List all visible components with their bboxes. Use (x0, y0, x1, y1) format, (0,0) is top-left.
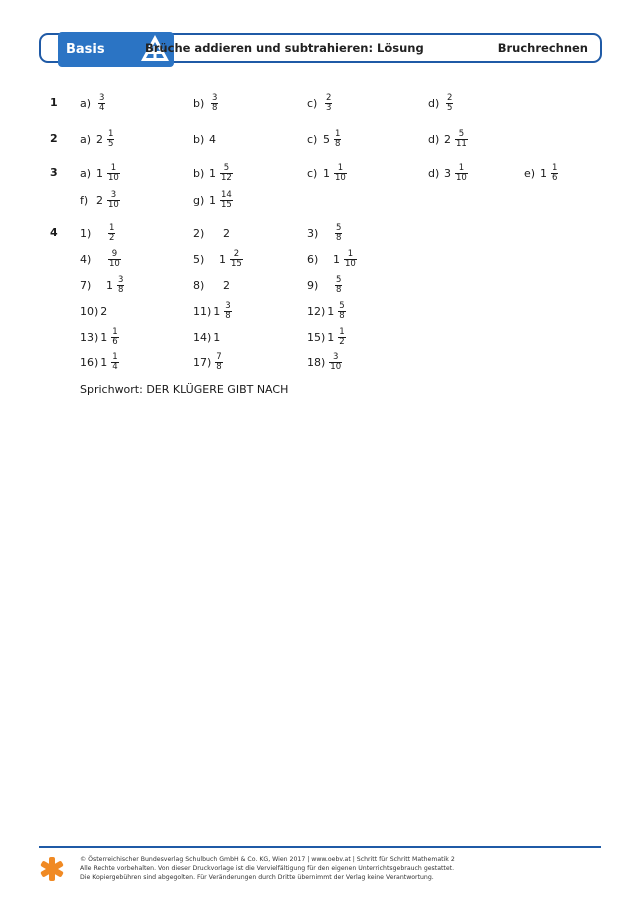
answer-label: 10) (80, 304, 99, 318)
fraction-numerator: 3 (212, 92, 218, 103)
answer-item (307, 92, 332, 114)
answer-fraction (334, 164, 347, 183)
answer-fraction (344, 250, 357, 269)
answer-label: 11) (193, 304, 212, 318)
answer-fraction (329, 353, 342, 372)
answer-item (428, 162, 468, 184)
answer-item (80, 326, 119, 348)
answer-item (193, 128, 218, 150)
fraction-numerator: 2 (233, 248, 240, 259)
fraction-denominator: 8 (216, 361, 222, 372)
answer-whole-number: 1 (333, 252, 340, 266)
answer-label: 7) (80, 278, 92, 292)
answer-item (524, 162, 558, 184)
answer-fraction (108, 224, 115, 243)
copyright-line-3: Die Kopiergebühren sind abgegolten. Für Veränderungen durch Dritte übernimmt der Verlag keine Verantwortung. (80, 874, 434, 881)
level-badge-label: Basis (66, 42, 105, 57)
answer-item (428, 128, 468, 150)
answer-label: d) (428, 96, 440, 110)
fraction-numerator: 1 (108, 128, 114, 139)
fraction-numerator: 1 (110, 162, 117, 173)
proverb-text: Sprichwort: DER KLÜGERE GIBT NACH (80, 383, 289, 396)
answer-whole-number: 1 (327, 330, 335, 344)
answer-label: 6) (307, 252, 319, 266)
answer-fraction (335, 276, 342, 295)
answer-label: 15) (307, 330, 326, 344)
answer-fraction (224, 302, 231, 321)
answer-fraction (335, 224, 342, 243)
answer-label: 1) (80, 226, 92, 240)
fraction-denominator: 5 (108, 138, 114, 149)
answer-whole-number: 1 (540, 166, 547, 180)
answer-label: 13) (80, 330, 99, 344)
answer-label: 2) (193, 226, 205, 240)
answer-fraction (108, 250, 121, 269)
fraction-denominator: 8 (118, 284, 124, 295)
answer-item (307, 162, 347, 184)
answer-label: e) (524, 166, 536, 180)
answer-label: d) (428, 132, 440, 146)
fraction-numerator: 3 (110, 189, 117, 200)
answer-item (307, 222, 342, 244)
fraction-numerator: 5 (458, 128, 465, 139)
answer-item (193, 300, 232, 322)
answer-label: 18) (307, 355, 326, 369)
answer-whole-number: 4 (209, 132, 216, 146)
fraction-numerator: 2 (326, 92, 332, 103)
answer-fraction (107, 164, 120, 183)
fraction-denominator: 10 (109, 258, 120, 269)
task-number: 1 (50, 96, 58, 109)
answer-whole-number: 1 (323, 166, 330, 180)
fraction-denominator: 10 (108, 172, 119, 183)
answer-fraction (117, 276, 124, 295)
answer-label: g) (193, 193, 205, 207)
answer-label: 9) (307, 278, 319, 292)
answer-item (428, 92, 453, 114)
fraction-numerator: 1 (337, 162, 344, 173)
fraction-numerator: 1 (552, 162, 558, 173)
answer-label: b) (193, 132, 205, 146)
fraction-numerator: 3 (99, 92, 105, 103)
answer-fraction (107, 191, 120, 210)
answer-label: 12) (307, 304, 326, 318)
answer-item (307, 351, 342, 373)
answer-label: b) (193, 166, 205, 180)
fraction-denominator: 12 (221, 172, 232, 183)
answer-item (80, 162, 120, 184)
answer-fraction (220, 191, 233, 210)
fraction-denominator: 10 (335, 172, 346, 183)
copyright-line-1: © Österreichischer Bundesverlag Schulbuch GmbH & Co. KG, Wien 2017 | www.oebv.at | Schritt für Schritt Mathematik 2 (80, 856, 455, 863)
answer-label: c) (307, 166, 318, 180)
answer-label: 4) (80, 252, 92, 266)
answer-fraction (111, 328, 118, 347)
answer-item (307, 326, 346, 348)
fraction-numerator: 9 (111, 248, 118, 259)
answer-fraction (325, 94, 332, 113)
answer-item (80, 248, 121, 270)
fraction-denominator: 8 (212, 102, 218, 113)
answer-fraction (338, 328, 345, 347)
fraction-numerator: 1 (109, 222, 115, 233)
answer-label: 3) (307, 226, 319, 240)
fraction-denominator: 8 (336, 284, 342, 295)
answer-item (80, 222, 115, 244)
answer-fraction (338, 302, 345, 321)
fraction-denominator: 4 (99, 102, 105, 113)
fraction-denominator: 8 (225, 310, 231, 321)
fraction-numerator: 1 (112, 351, 118, 362)
answer-item (193, 248, 243, 270)
answer-item (80, 92, 105, 114)
fraction-denominator: 15 (221, 199, 232, 210)
answer-label: 17) (193, 355, 212, 369)
fraction-denominator: 10 (345, 258, 356, 269)
fraction-numerator: 7 (216, 351, 222, 362)
answer-item (80, 351, 119, 373)
answer-item (307, 300, 346, 322)
answer-fraction (446, 94, 453, 113)
answer-whole-number: 2 (96, 132, 103, 146)
answer-fraction (230, 250, 243, 269)
fraction-numerator: 14 (221, 189, 232, 200)
oebv-star-icon (39, 856, 65, 882)
fraction-numerator: 5 (223, 162, 230, 173)
answer-label: 5) (193, 252, 205, 266)
fraction-denominator: 8 (335, 138, 341, 149)
task-number: 3 (50, 166, 58, 179)
answer-fraction (551, 164, 558, 183)
fraction-denominator: 2 (109, 232, 115, 243)
answer-fraction (111, 353, 118, 372)
fraction-denominator: 8 (336, 232, 342, 243)
answer-item (193, 162, 233, 184)
fraction-denominator: 10 (330, 361, 342, 372)
answer-whole-number: 1 (100, 330, 108, 344)
answer-whole-number: 1 (213, 304, 221, 318)
fraction-numerator: 5 (336, 274, 342, 285)
answer-label: 14) (193, 330, 212, 344)
fraction-numerator: 2 (447, 92, 453, 103)
fraction-numerator: 5 (336, 222, 342, 233)
answer-whole-number: 2 (100, 304, 108, 318)
fraction-numerator: 1 (458, 162, 465, 173)
fraction-denominator: 15 (231, 258, 242, 269)
fraction-numerator: 3 (225, 300, 231, 311)
answer-whole-number: 1 (96, 166, 103, 180)
answer-whole-number: 1 (327, 304, 335, 318)
answer-label: b) (193, 96, 205, 110)
answer-item (193, 222, 232, 244)
footer-divider (39, 846, 601, 848)
answer-whole-number: 5 (323, 132, 330, 146)
answer-label: a) (80, 166, 92, 180)
answer-item (307, 128, 341, 150)
answer-fraction (98, 94, 105, 113)
answer-whole-number: 1 (209, 166, 216, 180)
answer-whole-number: 1 (106, 278, 113, 292)
answer-label: f) (80, 193, 89, 207)
answer-fraction (455, 130, 468, 149)
answer-whole-number: 1 (213, 330, 221, 344)
answer-label: a) (80, 96, 92, 110)
fraction-denominator: 5 (447, 102, 453, 113)
fraction-denominator: 10 (108, 199, 119, 210)
fraction-numerator: 1 (112, 326, 118, 337)
answer-item (193, 326, 222, 348)
task-number: 4 (50, 226, 58, 239)
answer-item (80, 274, 124, 296)
fraction-denominator: 4 (112, 361, 118, 372)
answer-item (80, 189, 120, 211)
fraction-numerator: 1 (347, 248, 354, 259)
answer-item (307, 248, 357, 270)
fraction-numerator: 3 (333, 351, 339, 362)
answer-label: c) (307, 96, 318, 110)
fraction-denominator: 11 (456, 138, 467, 149)
answer-whole-number: 2 (96, 193, 103, 207)
fraction-denominator: 10 (456, 172, 467, 183)
answer-item (307, 274, 342, 296)
copyright-notice (80, 855, 455, 882)
answer-item (80, 128, 114, 150)
answer-whole-number: 2 (444, 132, 451, 146)
answer-whole-number: 2 (223, 226, 230, 240)
answer-label: c) (307, 132, 318, 146)
page-title: Brüche addieren und subtrahieren: Lösung (145, 41, 424, 55)
answer-label: 16) (80, 355, 99, 369)
answer-item (193, 189, 233, 211)
answer-item (193, 92, 218, 114)
answer-item (193, 351, 223, 373)
answer-whole-number: 1 (209, 193, 216, 207)
fraction-denominator: 2 (339, 336, 345, 347)
fraction-denominator: 8 (339, 310, 345, 321)
answer-fraction (220, 164, 233, 183)
answer-fraction (334, 130, 341, 149)
copyright-line-2: Alle Rechte vorbehalten. Von dieser Druckvorlage ist die Vervielfältigung für den eigenen Unterrichtsgebrauch gestattet. (80, 865, 455, 872)
fraction-numerator: 3 (118, 274, 124, 285)
answer-fraction (455, 164, 468, 183)
answer-whole-number: 2 (223, 278, 230, 292)
answer-whole-number: 3 (444, 166, 451, 180)
answer-whole-number: 1 (100, 355, 108, 369)
answer-item (193, 274, 232, 296)
topic-label: Bruchrechnen (497, 41, 588, 55)
fraction-denominator: 6 (112, 336, 118, 347)
task-number: 2 (50, 132, 58, 145)
answer-fraction (107, 130, 114, 149)
fraction-numerator: 1 (335, 128, 341, 139)
answer-label: d) (428, 166, 440, 180)
answer-item (80, 300, 109, 322)
answer-whole-number: 1 (219, 252, 226, 266)
fraction-numerator: 5 (339, 300, 345, 311)
fraction-numerator: 1 (339, 326, 345, 337)
answer-fraction (211, 94, 218, 113)
answer-label: 8) (193, 278, 205, 292)
answer-label: a) (80, 132, 92, 146)
fraction-denominator: 6 (552, 172, 558, 183)
answer-fraction (215, 353, 222, 372)
fraction-denominator: 3 (326, 102, 332, 113)
